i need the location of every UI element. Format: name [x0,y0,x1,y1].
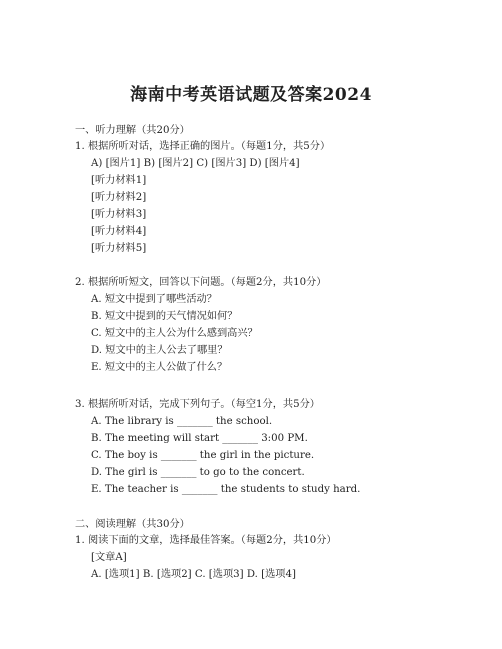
question-3-stem: 3. 根据所听对话，完成下列句子。（每空1分，共5分） [75,399,320,410]
document-title: 海南中考英语试题及答案2024 [130,85,372,105]
question-1-stem: 1. 根据所听对话，选择正确的图片。（每题1分，共5分） [75,141,331,152]
question-2-item-b: B. 短文中提到的天气情况如何？ [91,311,238,322]
question-2-item-c: C. 短文中的主人公为什么感到高兴？ [91,328,258,339]
listening-material-1: [听力材料1] [91,175,147,186]
question-3-item-d: D. The girl is _______ to go to the concert. [91,467,305,478]
question-2-item-a: A. 短文中提到了哪些活动？ [91,294,217,305]
reading-question-1-stem: 1. 阅读下面的文章，选择最佳答案。（每题2分，共10分） [75,535,337,546]
question-1-options: A) [图片1] B) [图片2] C) [图片3] D) [图片4] [91,158,300,169]
listening-material-4: [听力材料4] [91,226,147,237]
question-2-stem: 2. 根据所听短文，回答以下问题。（每题2分，共10分） [75,277,327,288]
question-2-item-e: E. 短文中的主人公做了什么？ [91,362,228,373]
listening-material-5: [听力材料5] [91,243,147,254]
section-heading-reading: 二、阅读理解（共30分） [75,519,190,530]
question-2-item-d: D. 短文中的主人公去了哪里？ [91,345,228,356]
question-3-item-a: A. The library is _______ the school. [91,416,273,427]
question-3-item-e: E. The teacher is _______ the students to study hard. [91,484,361,495]
question-3-item-c: C. The boy is _______ the girl in the picture. [91,450,315,461]
reading-question-1-options: A. [选项1] B. [选项2] C. [选项3] D. [选项4] [91,569,296,580]
question-3-item-b: B. The meeting will start _______ 3:00 PM. [91,433,308,444]
listening-material-3: [听力材料3] [91,209,147,220]
section-heading-listening: 一、听力理解（共20分） [75,125,190,136]
listening-material-2: [听力材料2] [91,192,147,203]
reading-passage-a: [文章A] [91,552,127,563]
